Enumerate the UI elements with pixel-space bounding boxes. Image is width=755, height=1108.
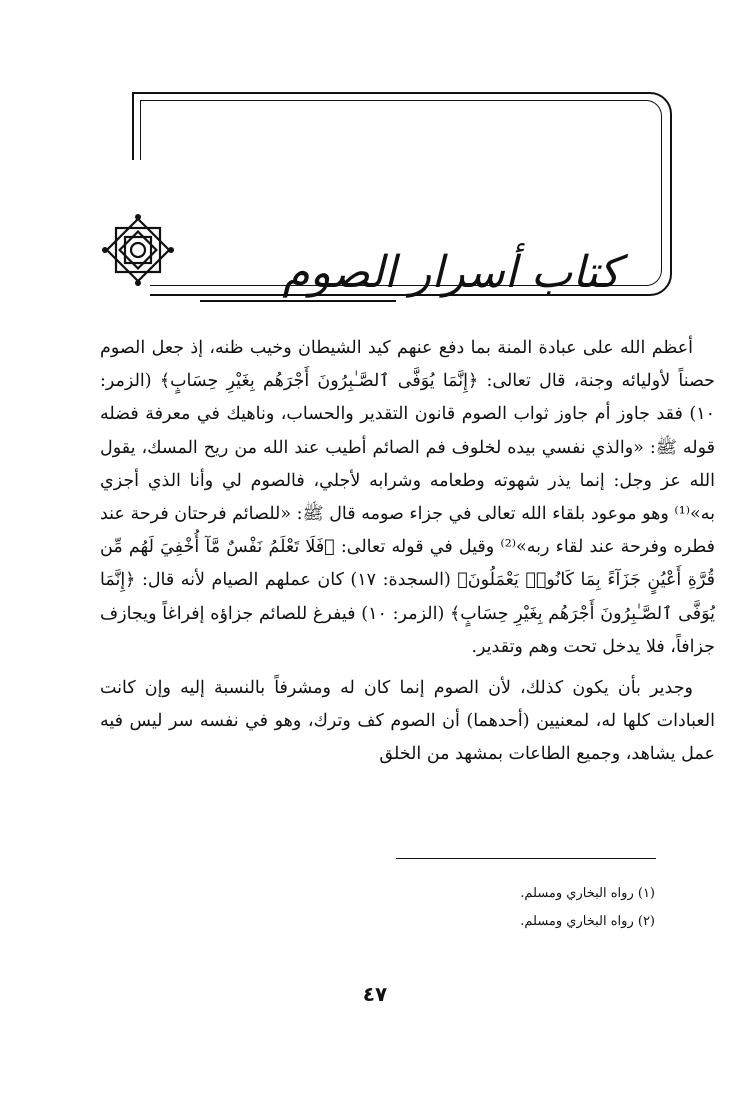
- footnote-2: (٢) رواه البخاري ومسلم.: [520, 914, 655, 929]
- star-lattice-ornament-icon: [100, 212, 176, 288]
- paragraph-1: أعظم الله على عبادة المنة بما دفع عنهم كيد الشيطان وخيب ظنه، إذ جعل الصوم حصناً لأوليائه وجنة، قال تعالى: ﴿إِنَّمَا يُوَفَّى ٱلصَّـٰبِرُونَ أَجْرَهُم بِغَيْرِ حِسَابٍ﴾ (الزمر: ١٠) فقد جاوز أم جاوز ثواب الصوم قانون التقدير والحساب، وناهيك في معرفة فضله قوله ﷺ: «والذي نفسي بيده لخلوف فم الصائم أطيب عند الله من ريح المسك، يقول الله عز وجل: إنما يذر شهوته وطعامه وشرابه لأجلي، فالصوم لي وأنا الذي أجزي به»⁽¹⁾ وهو موعود بلقاء الله تعالى في جزاء صومه قال ﷺ: «للصائم فرحتان فرحة عند فطره وفرحة عند لقاء ربه»⁽²⁾ وقيل في قوله تعالى: ﴿فَلَا تَعْلَمُ نَفْسٌ مَّآ أُخْفِيَ لَهُم مِّن قُرَّةِ أَعْيُنٍ جَزَآءً بِمَا كَانُوا۟ يَعْمَلُونَ﴾ (السجدة: ١٧) كان عملهم الصيام لأنه قال: ﴿إِنَّمَا يُوَفَّى ٱلصَّـٰبِرُونَ أَجْرَهُم بِغَيْرِ حِسَابٍ﴾ (الزمر: ١٠) فيفرغ للصائم جزاؤه إفراغاً ويجازف جزافاً، فلا يدخل تحت وهم وتقدير.: [100, 338, 715, 657]
- footnotes: [300, 880, 655, 936]
- page-number: ٤٧: [362, 982, 388, 1006]
- body-text: [100, 332, 715, 780]
- footnote-1: (١) رواه البخاري ومسلم.: [520, 886, 655, 901]
- footnote-divider: [396, 858, 656, 859]
- title-underline: [200, 300, 396, 302]
- chapter-title: كتاب أسرار الصوم: [282, 247, 620, 298]
- paragraph-2: وجدير بأن يكون كذلك، لأن الصوم إنما كان له ومشرفاً بالنسبة إليه وإن كانت العبادات كلها له، لمعنيين (أحدهما) أن الصوم كف وترك، وهو في نفسه سر ليس فيه عمل يشاهد، وجميع الطاعات بمشهد من الخلق: [100, 678, 715, 765]
